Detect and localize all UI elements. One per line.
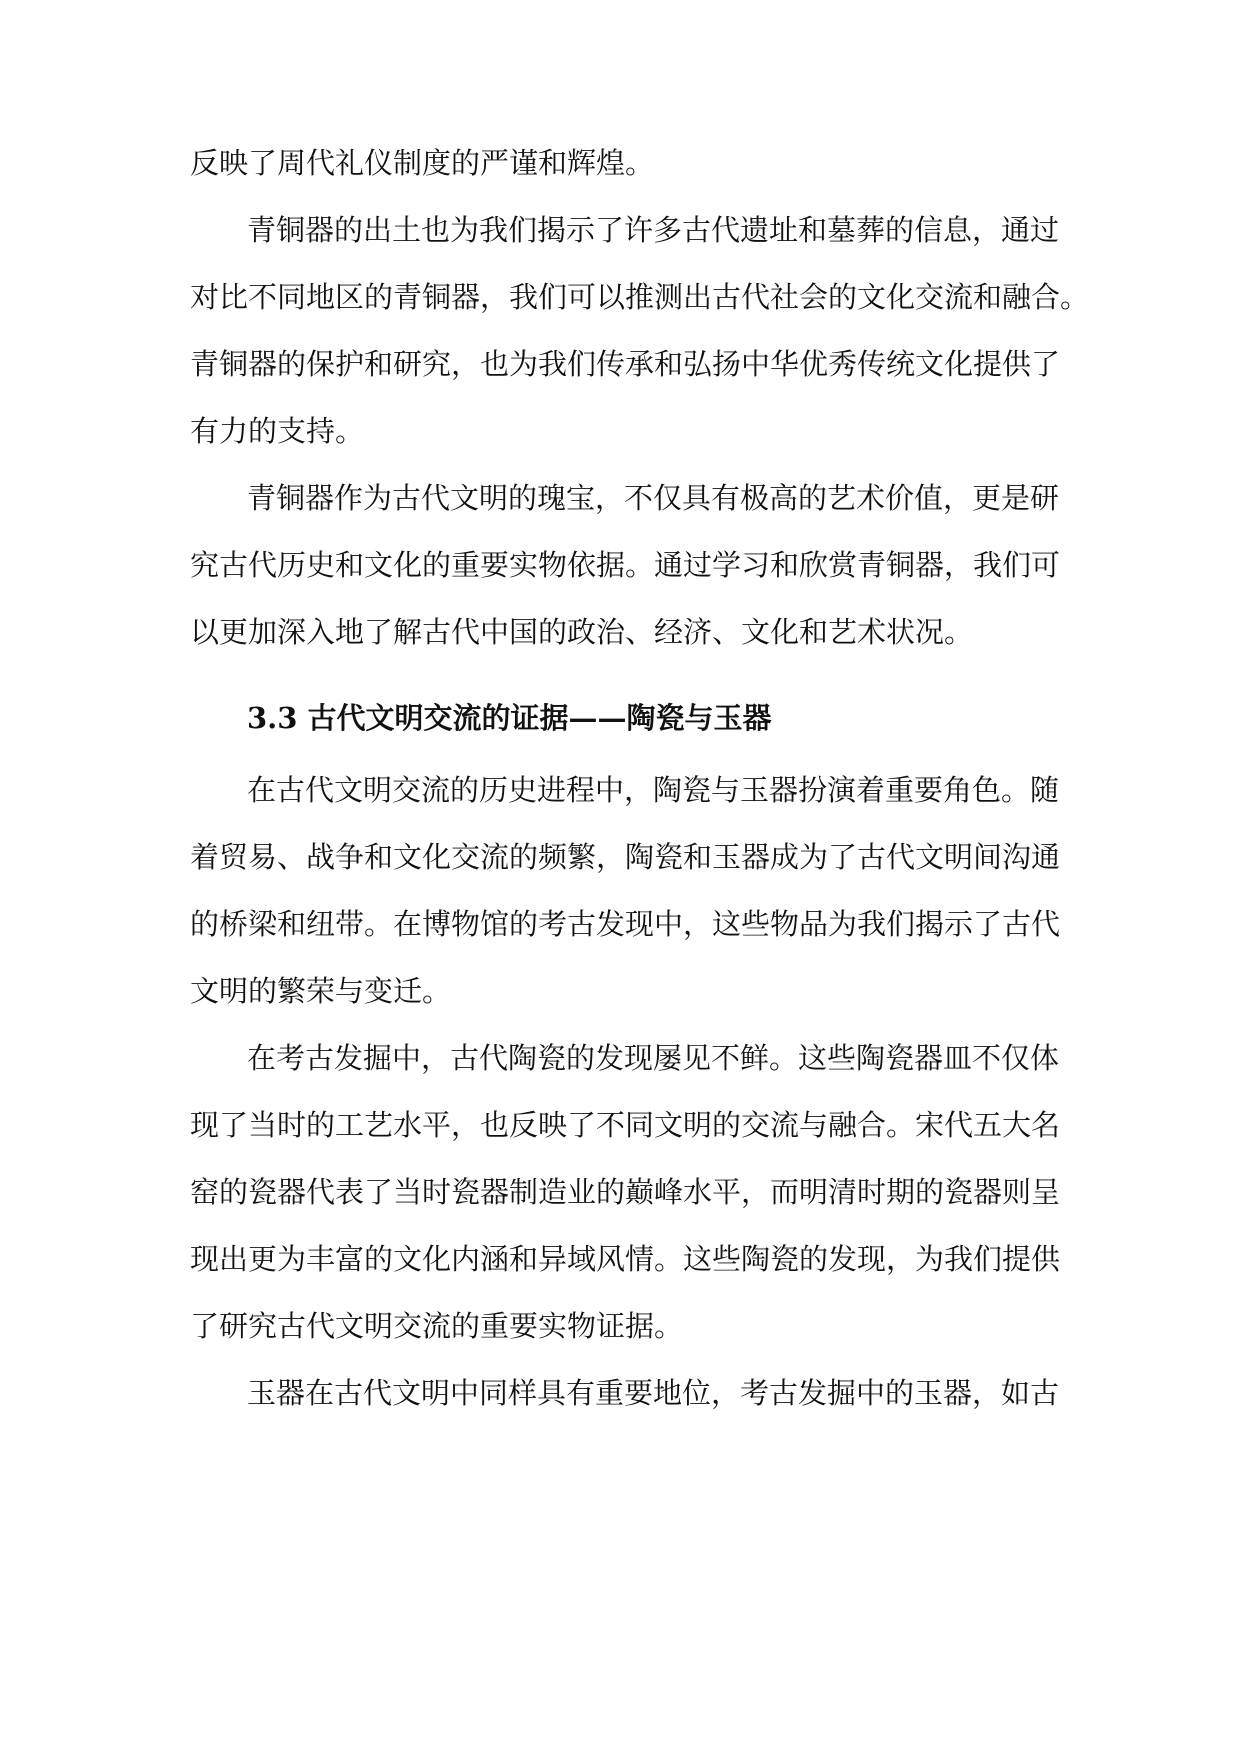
section-paragraph-1-line-3: 的桥梁和纽带。在博物馆的考古发现中，这些物品为我们揭示了古代 [190, 907, 1061, 941]
section-paragraph-2-line-4: 现出更为丰富的文化内涵和异域风情。这些陶瓷的发现，为我们提供 [190, 1242, 1061, 1276]
paragraph-2-line-3: 青铜器的保护和研究，也为我们传承和弘扬中华优秀传统文化提供了 [190, 347, 1061, 381]
section-paragraph-1-line-2: 着贸易、战争和文化交流的频繁，陶瓷和玉器成为了古代文明间沟通 [190, 840, 1061, 874]
section-paragraph-2-line-1: 在考古发掘中，古代陶瓷的发现屡见不鲜。这些陶瓷器皿不仅体 [247, 1041, 1060, 1075]
paragraph-1-line-1: 反映了周代礼仪制度的严谨和辉煌。 [190, 146, 655, 180]
document-body [190, 142, 1090, 1439]
section-paragraph-3-line-1: 玉器在古代文明中同样具有重要地位，考古发掘中的玉器，如古 [247, 1376, 1060, 1410]
section-paragraph-2-line-2: 现了当时的工艺水平，也反映了不同文明的交流与融合。宋代五大名 [190, 1108, 1061, 1142]
section-paragraph-2-line-3: 窑的瓷器代表了当时瓷器制造业的巅峰水平，而明清时期的瓷器则呈 [190, 1175, 1061, 1209]
paragraph-2-line-1: 青铜器的出土也为我们揭示了许多古代遗址和墓葬的信息，通过 [247, 213, 1060, 247]
section-paragraph-1-line-1: 在古代文明交流的历史进程中，陶瓷与玉器扮演着重要角色。随 [247, 773, 1060, 807]
paragraph-3-line-2: 究古代历史和文化的重要实物依据。通过学习和欣赏青铜器，我们可 [190, 548, 1061, 582]
section-paragraph-2-line-5: 了研究古代文明交流的重要实物证据。 [190, 1309, 684, 1343]
section-heading: 3.3 古代文明交流的证据——陶瓷与玉器 [247, 701, 772, 735]
paragraph-2-line-4: 有力的支持。 [190, 414, 365, 448]
paragraph-3-line-1: 青铜器作为古代文明的瑰宝，不仅具有极高的艺术价值，更是研 [247, 481, 1060, 515]
paragraph-3-line-3: 以更加深入地了解古代中国的政治、经济、文化和艺术状况。 [190, 615, 974, 649]
paragraph-2-line-2: 对比不同地区的青铜器，我们可以推测出古代社会的文化交流和融合。 [190, 280, 1090, 314]
section-paragraph-1-line-4: 文明的繁荣与变迁。 [190, 974, 452, 1008]
